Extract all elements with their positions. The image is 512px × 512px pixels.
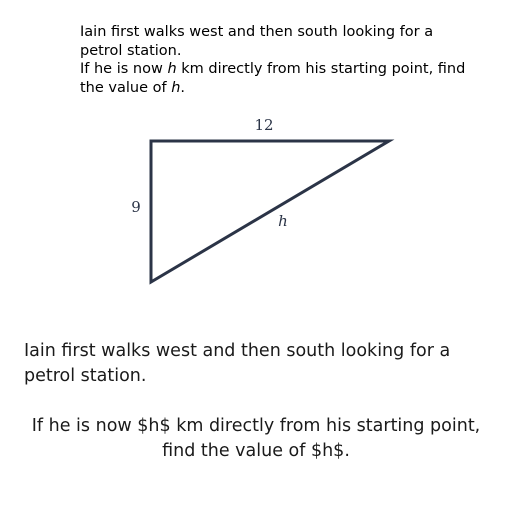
question-line-2-start: If he is now — [80, 61, 168, 77]
question-line-1: Iain first walks west and then south looking for a petrol station. — [80, 24, 434, 59]
raw-question-line-1: Iain first walks west and then south looking for a petrol station. — [24, 341, 451, 386]
top-side-label: 12 — [254, 116, 274, 134]
left-side-label: 9 — [131, 198, 141, 216]
variable-h: h — [167, 61, 177, 77]
hypotenuse-label: h — [278, 212, 288, 230]
question-line-2-middle: km directly from his starting point, find the value of — [80, 61, 466, 96]
variable-h-second: h — [171, 79, 181, 96]
question-line-2-end: . — [180, 79, 186, 96]
raw-question-text — [16, 339, 496, 464]
raw-question-line-2: If he is now $h$ km directly from his starting point, find the value of $h$. — [31, 416, 481, 461]
triangle-shape — [151, 141, 389, 282]
